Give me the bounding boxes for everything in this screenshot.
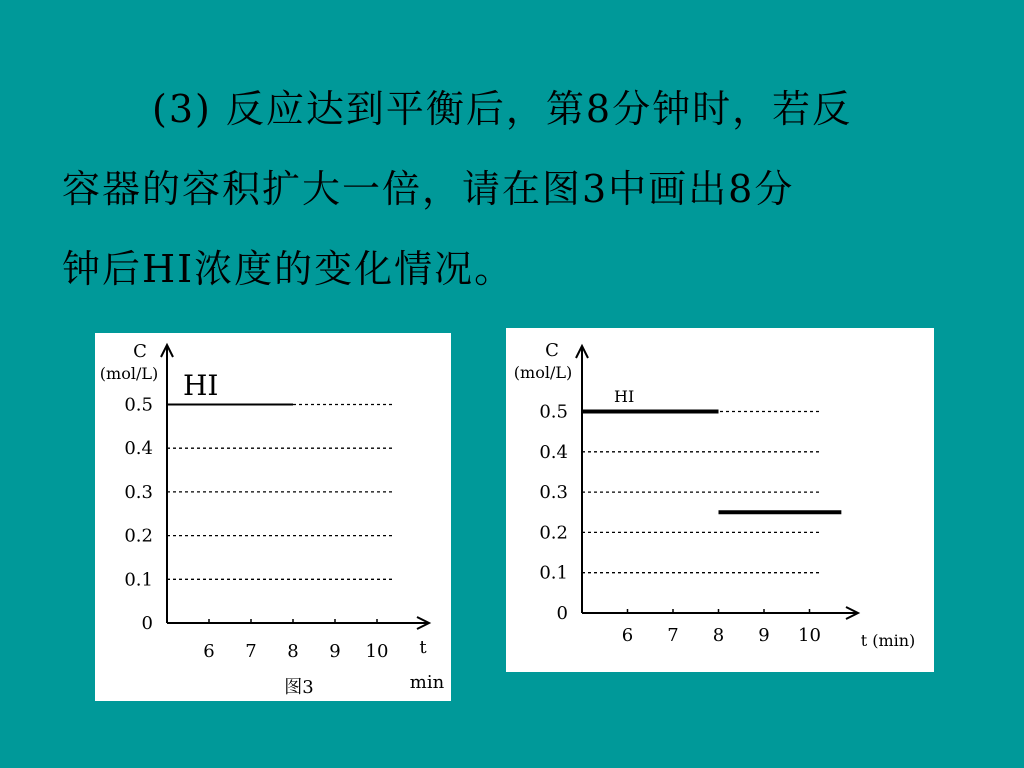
chart2-y-tick-label: 0.1 xyxy=(539,562,568,584)
chart-answer xyxy=(506,328,934,672)
question-text xyxy=(0,0,1024,300)
chart1-caption: 图3 xyxy=(284,677,314,698)
question-line-2: 容器的容积扩大一倍，请在图3中画出8分 xyxy=(62,167,795,211)
chart1-x-tick-label: 9 xyxy=(329,641,341,662)
chart2-y-tick-label: 0.2 xyxy=(539,522,568,544)
question-line-1: (3) 反应达到平衡后，第8分钟时，若反 xyxy=(152,87,853,131)
chart1-x-tick-label: 7 xyxy=(245,641,257,662)
chart1-y-tick-label: 0.5 xyxy=(124,394,153,416)
chart2-x-tick-label: 6 xyxy=(621,625,634,646)
chart1-series-label: HI xyxy=(183,369,219,402)
chart2-y-tick-label: 0 xyxy=(556,603,568,624)
chart1-x-tick-label: 6 xyxy=(203,641,215,662)
chart2-y-tick-label: 0.5 xyxy=(539,401,568,423)
chart1-y-tick-label: 0.3 xyxy=(124,481,153,503)
chart2-y-axis-unit: (mol/L) xyxy=(513,363,573,382)
chart2-series-label: HI xyxy=(614,387,635,406)
chart2-y-tick-label: 0.3 xyxy=(539,482,568,504)
chart-1-svg xyxy=(95,333,451,701)
chart2-x-tick-label: 9 xyxy=(758,625,770,646)
chart1-y-tick-label: 0.2 xyxy=(124,525,153,547)
chart2-x-tick-label: 7 xyxy=(667,625,679,646)
chart-figure-3 xyxy=(95,333,451,701)
chart2-x-axis-label: t (min) xyxy=(860,631,916,650)
chart1-x-axis-unit: min xyxy=(409,672,445,693)
chart1-y-tick-label: 0 xyxy=(141,613,153,634)
chart2-y-axis-label: C xyxy=(545,340,559,361)
chart2-y-tick-label: 0.4 xyxy=(539,441,568,463)
chart1-y-tick-label: 0.4 xyxy=(124,438,153,460)
chart1-y-axis-label: C xyxy=(133,341,147,362)
chart1-y-tick-label: 0.1 xyxy=(124,569,153,591)
chart2-x-tick-label: 8 xyxy=(712,625,725,646)
question-line-3: 钟后HI浓度的变化情况。 xyxy=(62,247,515,291)
chart1-x-axis-label: t xyxy=(419,637,427,658)
chart1-y-axis-unit: (mol/L) xyxy=(99,364,159,383)
chart-2-svg xyxy=(506,328,934,672)
chart2-x-tick-label: 10 xyxy=(798,625,821,646)
chart1-x-tick-label: 10 xyxy=(365,641,389,662)
chart1-x-tick-label: 8 xyxy=(287,641,299,662)
